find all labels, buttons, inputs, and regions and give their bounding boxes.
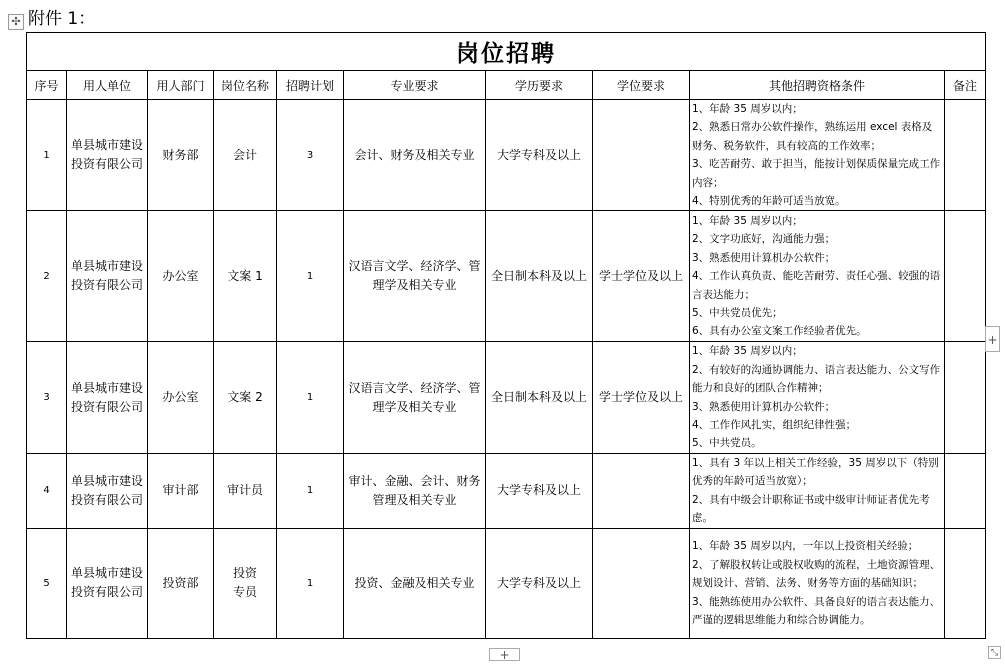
condition-line: 4、特别优秀的年龄可适当放宽。 <box>692 195 846 208</box>
condition-line: 1、年龄 35 周岁以内； <box>692 215 803 228</box>
row-position: 审计员 <box>214 453 277 528</box>
row-position: 文案 2 <box>214 342 277 453</box>
header-education: 学历要求 <box>486 71 593 100</box>
condition-line: 1、年龄 35 周岁以内； <box>692 345 803 358</box>
header-conditions: 其他招聘资格条件 <box>690 71 945 100</box>
row-degree: 学士学位及以上 <box>593 342 690 453</box>
row-seq: 1 <box>27 100 67 211</box>
condition-line: 2、了解股权转让或股权收购的流程，土地资源管理、规划设计、营销、法务、财务等方面的基础知识； <box>692 558 941 590</box>
condition-line: 2、有较好的沟通协调能力、语言表达能力、公文写作能力和良好的团队合作精神； <box>692 363 941 395</box>
row-education: 全日制本科及以上 <box>486 342 593 453</box>
row-major: 会计、财务及相关专业 <box>344 100 486 211</box>
table-title: 岗位招聘 <box>27 33 986 71</box>
row-employer: 单县城市建设投资有限公司 <box>67 100 148 211</box>
row-degree <box>593 100 690 211</box>
row-major: 审计、金融、会计、财务管理及相关专业 <box>344 453 486 528</box>
condition-line: 1、年龄 35 周岁以内，一年以上投资相关经验； <box>692 540 919 553</box>
condition-line: 2、文字功底好，沟通能力强； <box>692 233 836 246</box>
header-row <box>27 71 986 100</box>
row-conditions <box>690 453 945 528</box>
condition-line: 1、年龄 35 周岁以内； <box>692 103 803 115</box>
row-education: 全日制本科及以上 <box>486 211 593 342</box>
condition-line: 3、熟悉使用计算机办公软件； <box>692 400 836 413</box>
row-seq: 5 <box>27 528 67 638</box>
row-department: 审计部 <box>148 453 214 528</box>
table-resize-handle-icon[interactable]: ⤡ <box>988 646 1001 659</box>
row-plan: 1 <box>277 453 344 528</box>
header-plan: 招聘计划 <box>277 71 344 100</box>
row-notes <box>945 528 986 638</box>
table-row <box>27 211 986 342</box>
condition-line: 4、工作认真负责、能吃苦耐劳、责任心强、较强的语言表达能力； <box>692 270 941 301</box>
header-department: 用人部门 <box>148 71 214 100</box>
row-major: 投资、金融及相关专业 <box>344 528 486 638</box>
add-column-plus-icon[interactable]: + <box>985 326 1000 352</box>
add-row-plus-icon[interactable]: + <box>489 648 520 661</box>
row-plan: 1 <box>277 211 344 342</box>
row-seq: 3 <box>27 342 67 453</box>
row-plan: 1 <box>277 528 344 638</box>
row-seq: 4 <box>27 453 67 528</box>
row-employer: 单县城市建设投资有限公司 <box>67 528 148 638</box>
condition-line: 5、中共党员优先； <box>692 307 783 320</box>
header-seq: 序号 <box>27 71 67 100</box>
row-education: 大学专科及以上 <box>486 453 593 528</box>
row-plan: 3 <box>277 100 344 211</box>
row-notes <box>945 453 986 528</box>
row-conditions <box>690 211 945 342</box>
row-conditions <box>690 528 945 638</box>
row-conditions <box>690 342 945 453</box>
table-move-handle-icon[interactable]: ✣ <box>8 14 24 30</box>
row-employer: 单县城市建设投资有限公司 <box>67 211 148 342</box>
condition-line: 1、具有 3 年以上相关工作经验，35 周岁以下（特别优秀的年龄可适当放宽）； <box>692 457 939 488</box>
row-major: 汉语言文学、经济学、管理学及相关专业 <box>344 342 486 453</box>
condition-line: 4、工作作风扎实，组织纪律性强； <box>692 419 857 432</box>
row-plan: 1 <box>277 342 344 453</box>
row-education: 大学专科及以上 <box>486 100 593 211</box>
row-education: 大学专科及以上 <box>486 528 593 638</box>
row-position: 会计 <box>214 100 277 211</box>
row-degree <box>593 453 690 528</box>
header-employer: 用人单位 <box>67 71 148 100</box>
row-employer: 单县城市建设投资有限公司 <box>67 342 148 453</box>
row-seq: 2 <box>27 211 67 342</box>
header-notes: 备注 <box>945 71 986 100</box>
row-degree: 学士学位及以上 <box>593 211 690 342</box>
row-major: 汉语言文学、经济学、管理学及相关专业 <box>344 211 486 342</box>
row-conditions <box>690 100 945 211</box>
row-position: 文案 1 <box>214 211 277 342</box>
table-row <box>27 342 986 453</box>
table-row <box>27 100 986 211</box>
header-major: 专业要求 <box>344 71 486 100</box>
header-degree: 学位要求 <box>593 71 690 100</box>
condition-line: 3、能熟练使用办公软件、具备良好的语言表达能力、严谨的逻辑思维能力和综合协调能力。 <box>692 595 941 626</box>
row-position: 投资专员 <box>214 528 277 638</box>
condition-line: 2、熟悉日常办公软件操作，熟练运用 excel 表格及财务、税务软件，具有较高的工作效率； <box>692 121 933 152</box>
row-notes <box>945 100 986 211</box>
row-notes <box>945 211 986 342</box>
table-row <box>27 453 986 528</box>
condition-line: 6、具有办公室文案工作经验者优先。 <box>692 325 867 338</box>
header-position: 岗位名称 <box>214 71 277 100</box>
recruitment-table <box>26 32 986 639</box>
row-department: 财务部 <box>148 100 214 211</box>
row-department: 投资部 <box>148 528 214 638</box>
table-row <box>27 528 986 638</box>
row-department: 办公室 <box>148 342 214 453</box>
condition-line: 3、吃苦耐劳、敢于担当，能按计划保质保量完成工作内容； <box>692 158 941 189</box>
row-department: 办公室 <box>148 211 214 342</box>
attachment-label: 附件 1： <box>28 9 96 29</box>
row-employer: 单县城市建设投资有限公司 <box>67 453 148 528</box>
row-degree <box>593 528 690 638</box>
condition-line: 2、具有中级会计职称证书或中级审计师证者优先考虑。 <box>692 493 930 525</box>
row-notes <box>945 342 986 453</box>
condition-line: 5、中共党员。 <box>692 437 762 450</box>
condition-line: 3、熟悉使用计算机办公软件； <box>692 251 836 264</box>
